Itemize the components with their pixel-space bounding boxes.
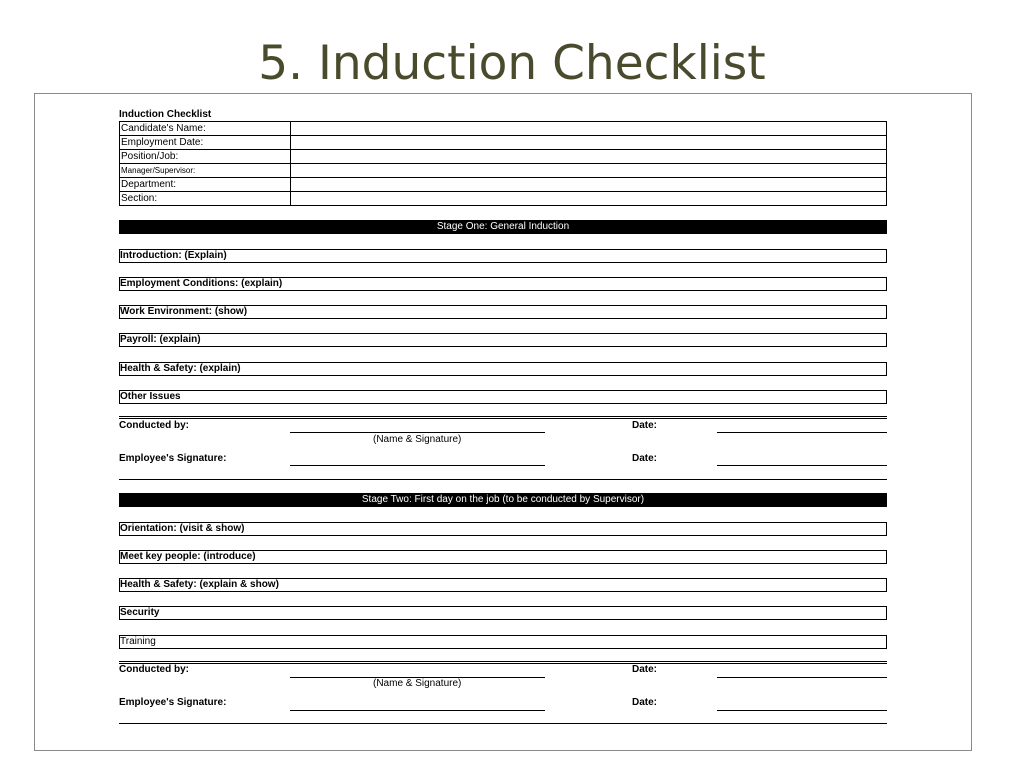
table-row [120,178,887,192]
form-heading: Induction Checklist [119,109,212,120]
date-line[interactable] [717,465,887,466]
stage-two-item[interactable]: Health & Safety: (explain & show) [119,578,887,592]
candidate-name-label: Candidate's Name: [120,122,291,136]
date-label: Date: [632,453,658,464]
employee-signature-line[interactable] [290,465,545,466]
date-label: Date: [632,697,658,708]
stage-two-item[interactable]: Training [119,635,887,649]
date-line[interactable] [717,710,887,711]
date-label: Date: [632,420,658,431]
divider [119,723,887,724]
employee-signature-label: Employee's Signature: [119,697,227,708]
stage-two-item[interactable]: Security [119,606,887,620]
conducted-by-label: Conducted by: [119,664,189,675]
name-signature-note: (Name & Signature) [373,678,462,689]
department-field[interactable] [291,178,887,192]
section-label: Section: [120,192,291,206]
double-divider [119,416,887,419]
stage-two-item[interactable]: Orientation: (visit & show) [119,522,887,536]
employee-signature-label: Employee's Signature: [119,453,227,464]
stage-two-header: Stage Two: First day on the job (to be conducted by Supervisor) [119,493,887,507]
name-signature-note: (Name & Signature) [373,434,462,445]
candidate-info-table [119,121,887,206]
manager-field[interactable] [291,164,887,178]
table-row [120,122,887,136]
employment-date-field[interactable] [291,136,887,150]
stage-two-item[interactable]: Meet key people: (introduce) [119,550,887,564]
position-field[interactable] [291,150,887,164]
date-label: Date: [632,664,658,675]
slide-title: 5. Induction Checklist [258,36,766,91]
divider [119,479,887,480]
department-label: Department: [120,178,291,192]
stage-one-item[interactable]: Work Environment: (show) [119,305,887,319]
double-divider [119,661,887,664]
table-row [120,150,887,164]
stage-one-item[interactable]: Introduction: (Explain) [119,249,887,263]
conducted-by-label: Conducted by: [119,420,189,431]
stage-one-item[interactable]: Payroll: (explain) [119,333,887,347]
conducted-by-line[interactable] [290,432,545,433]
date-line[interactable] [717,677,887,678]
employment-date-label: Employment Date: [120,136,291,150]
table-row [120,136,887,150]
table-row [120,164,887,178]
candidate-name-field[interactable] [291,122,887,136]
stage-one-item[interactable]: Other Issues [119,390,887,404]
stage-one-header: Stage One: General Induction [119,220,887,234]
date-line[interactable] [717,432,887,433]
table-row [120,192,887,206]
position-label: Position/Job: [120,150,291,164]
employee-signature-line[interactable] [290,710,545,711]
stage-one-item[interactable]: Health & Safety: (explain) [119,362,887,376]
stage-one-item[interactable]: Employment Conditions: (explain) [119,277,887,291]
section-field[interactable] [291,192,887,206]
manager-label: Manager/Supervisor: [120,164,291,178]
